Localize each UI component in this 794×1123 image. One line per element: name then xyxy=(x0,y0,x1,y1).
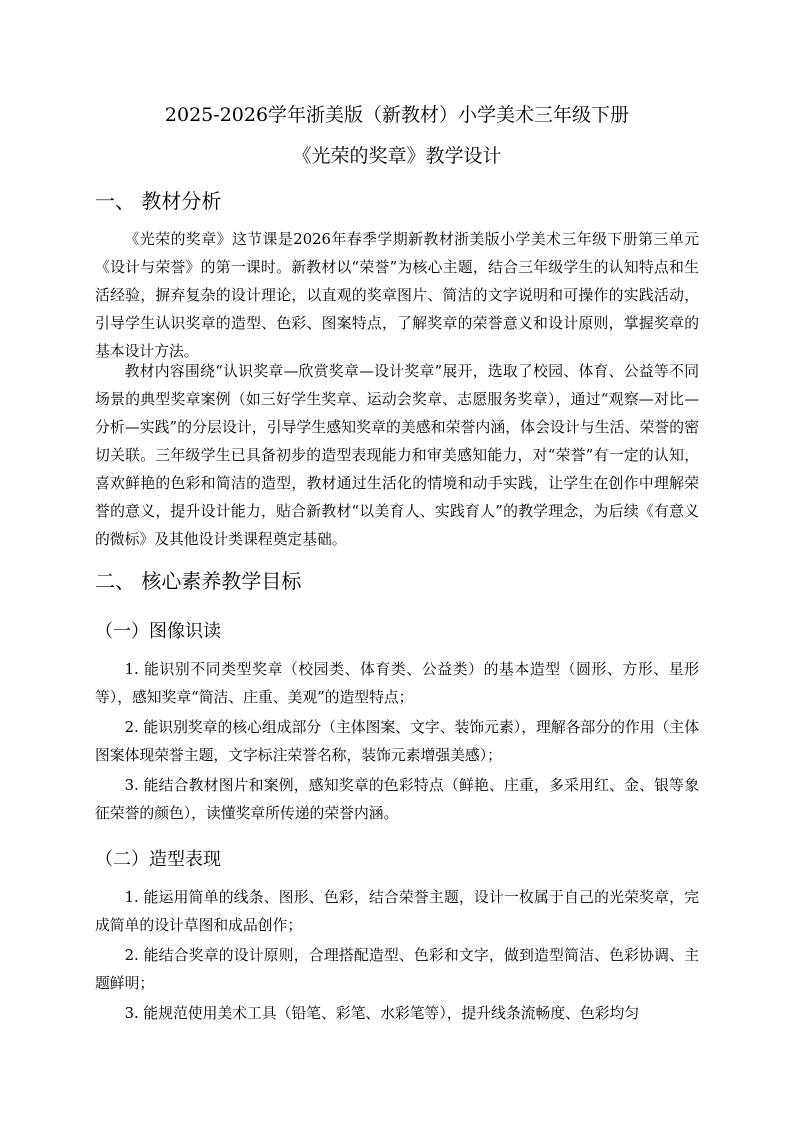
document-title-line1: 2025-2026学年浙美版（新教材）小学美术三年级下册 xyxy=(164,104,630,126)
list-item: 1. 能识别不同类型奖章（校园类、体育类、公益类）的基本造型（圆形、方形、星形等），感知奖章“简洁、庄重、美观”的造型特点； xyxy=(95,661,699,706)
subsection-heading-image-reading: （一）图像识读 xyxy=(95,621,221,642)
document-title-line2: 《光荣的奖章》教学设计 xyxy=(292,145,502,167)
paragraph-materials-1: 《光荣的奖章》这节课是2026年春季学期新教材浙美版小学美术三年级下册第三单元《设计与荣誉》的第一课时。新教材以“荣誉”为核心主题，结合三年级学生的认知特点和生活经验，摒弃复杂的设计理论，以直观的奖章图片、简洁的文字说明和可操作的实践活动，引导学生认识奖章的造型、色彩、图案特点，了解奖章的荣誉意义和设计原则，掌握奖章的基本设计方法。 xyxy=(95,231,699,360)
subsection-heading-modeling: （二）造型表现 xyxy=(95,849,221,870)
list-item: 3. 能结合教材图片和案例，感知奖章的色彩特点（鲜艳、庄重，多采用红、金、银等象征荣誉的颜色），读懂奖章所传递的荣誉内涵。 xyxy=(95,777,699,822)
list-item: 2. 能识别奖章的核心组成部分（主体图案、文字、装饰元素），理解各部分的作用（主体图案体现荣誉主题，文字标注荣誉名称，装饰元素增强美感）； xyxy=(95,719,699,764)
section-heading-objectives: 二、 核心素养教学目标 xyxy=(95,569,302,593)
list-item: 3. 能规范使用美术工具（铅笔、彩笔、水彩笔等），提升线条流畅度、色彩均匀 xyxy=(124,1005,640,1022)
section-heading-materials: 一、 教材分析 xyxy=(95,189,222,213)
list-item: 2. 能结合奖章的设计原则，合理搭配造型、色彩和文字，做到造型简洁、色彩协调、主题鲜明； xyxy=(95,947,699,992)
paragraph-materials-2: 教材内容围绕“认识奖章—欣赏奖章—设计奖章”展开，选取了校园、体育、公益等不同场景的典型奖章案例（如三好学生奖章、运动会奖章、志愿服务奖章），通过“观察—对比—分析—实践”的分层设计，引导学生感知奖章的美感和荣誉内涵，体会设计与生活、荣誉的密切关联。三年级学生已具备初步的造型表现能力和审美感知能力，对“荣誉”有一定的认知，喜欢鲜艳的色彩和简洁的造型，教材通过生活化的情境和动手实践，让学生在创作中理解荣誉的意义，提升设计能力，贴合新教材“以美育人、实践育人”的教学理念，为后续《有意义的微标》及其他设计类课程奠定基础。 xyxy=(95,363,699,548)
list-item: 1. 能运用简单的线条、图形、色彩，结合荣誉主题，设计一枚属于自己的光荣奖章，完成简单的设计草图和成品创作； xyxy=(95,889,699,934)
